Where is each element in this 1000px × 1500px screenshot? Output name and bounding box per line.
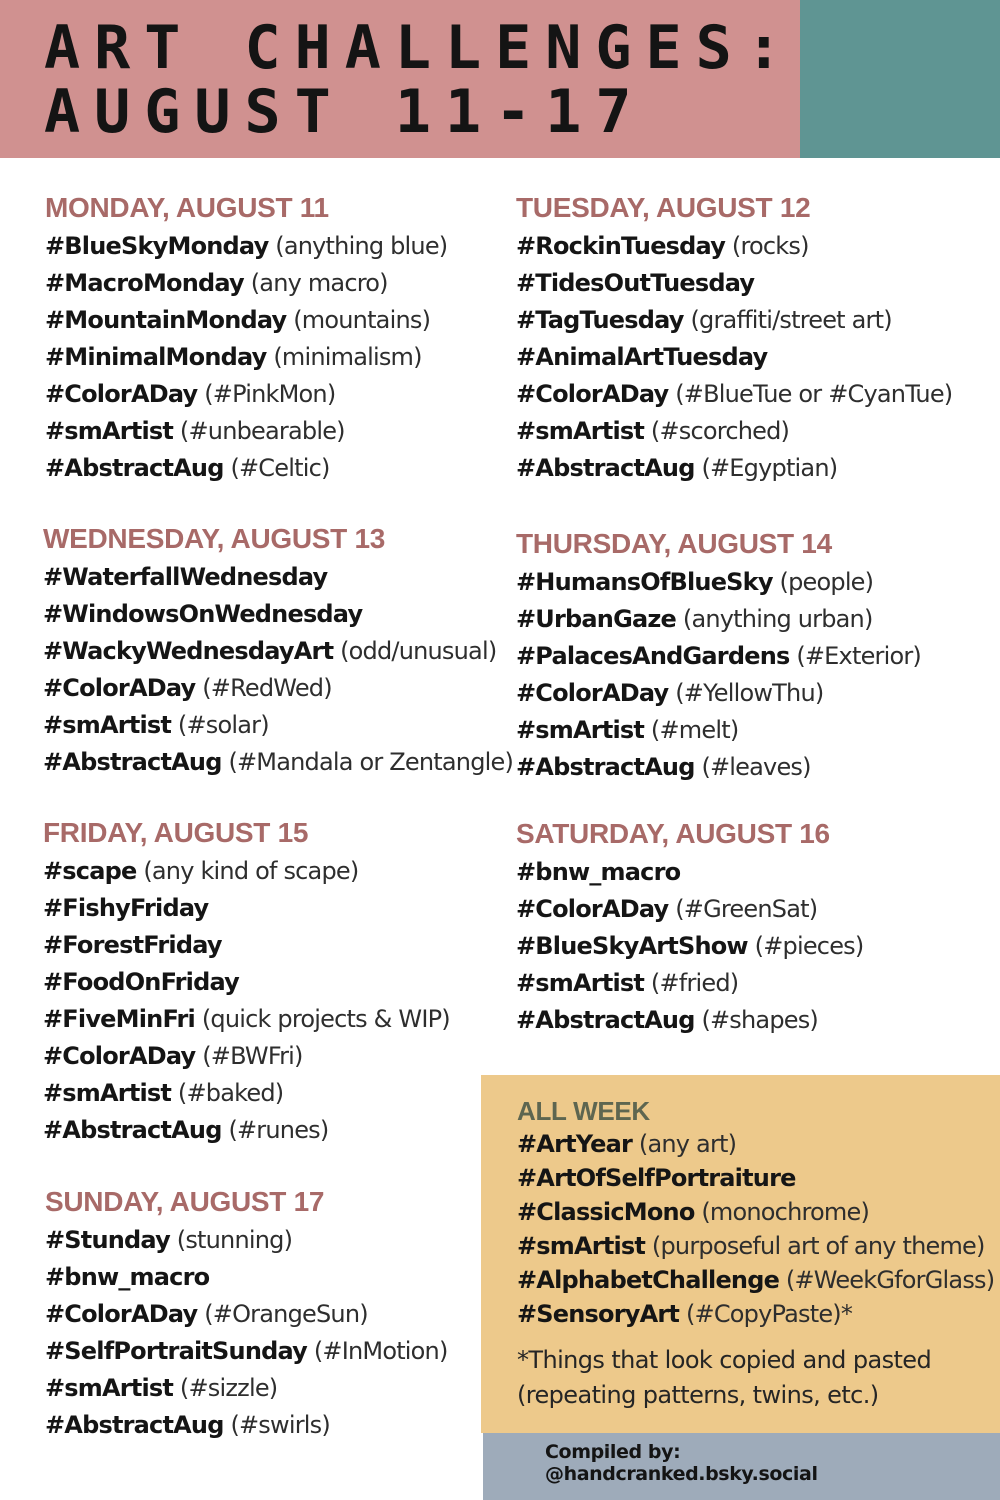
- accent-block: [800, 0, 1000, 158]
- day-section-saturday: [516, 817, 863, 1039]
- all-week-heading: ALL WEEK: [517, 1096, 650, 1126]
- challenge-item: #UrbanGaze (anything urban): [516, 605, 873, 633]
- day-section-wednesday: [43, 522, 513, 781]
- page-title: ART CHALLENGES:: [44, 13, 796, 83]
- all-week-panel: [481, 1075, 1000, 1433]
- challenge-item: #FishyFriday: [43, 894, 209, 922]
- challenge-item: #bnw_macro: [45, 1263, 210, 1291]
- challenge-item: #ColorADay (#OrangeSun): [45, 1300, 368, 1328]
- challenge-item: #ColorADay (#BWFri): [43, 1042, 303, 1070]
- day-heading: SUNDAY, AUGUST 17: [45, 1186, 325, 1217]
- challenge-item: #AbstractAug (#shapes): [516, 1006, 818, 1034]
- challenge-item: #ColorADay (#GreenSat): [516, 895, 818, 923]
- day-section-sunday: [45, 1185, 448, 1444]
- challenge-item: #smArtist (#sizzle): [45, 1374, 278, 1402]
- challenge-item: #ArtYear (any art): [517, 1130, 737, 1158]
- challenge-item: #ClassicMono (monochrome): [517, 1198, 870, 1226]
- challenge-item: #BlueSkyMonday (anything blue): [45, 232, 448, 260]
- footnote-line: (repeating patterns, twins, etc.): [517, 1381, 879, 1409]
- challenge-item: #smArtist (#fried): [516, 969, 739, 997]
- credit-box: [483, 1433, 1000, 1500]
- challenge-item: #ForestFriday: [43, 931, 222, 959]
- challenge-item: #WackyWednesdayArt (odd/unusual): [43, 637, 497, 665]
- footnote-line: *Things that look copied and pasted: [517, 1346, 932, 1374]
- challenge-item: #ColorADay (#RedWed): [43, 674, 332, 702]
- challenge-item: #AbstractAug (#Egyptian): [516, 454, 838, 482]
- footnote: [517, 1343, 994, 1413]
- day-heading: SATURDAY, AUGUST 16: [516, 818, 830, 849]
- challenge-item: #smArtist (#baked): [43, 1079, 284, 1107]
- challenge-item: #smArtist (#solar): [43, 711, 269, 739]
- challenge-item: #SensoryArt (#CopyPaste)*: [517, 1300, 853, 1328]
- challenge-item: #smArtist (#unbearable): [45, 417, 345, 445]
- challenge-item: #MacroMonday (any macro): [45, 269, 388, 297]
- challenge-item: #smArtist (purposeful art of any theme): [517, 1232, 985, 1260]
- challenge-item: #MinimalMonday (minimalism): [45, 343, 422, 371]
- challenge-item: #ColorADay (#BlueTue or #CyanTue): [516, 380, 953, 408]
- challenge-item: #Stunday (stunning): [45, 1226, 293, 1254]
- challenge-item: #AbstractAug (#runes): [43, 1116, 329, 1144]
- challenge-item: #ArtOfSelfPortraiture: [517, 1164, 796, 1192]
- day-section-thursday: [516, 527, 921, 786]
- challenge-item: #AbstractAug (#swirls): [45, 1411, 330, 1439]
- challenge-item: #TagTuesday (graffiti/street art): [516, 306, 892, 334]
- challenge-item: #HumansOfBlueSky (people): [516, 568, 874, 596]
- challenge-item: #BlueSkyArtShow (#pieces): [516, 932, 864, 960]
- day-heading: MONDAY, AUGUST 11: [45, 192, 329, 223]
- page-subtitle: AUGUST 11-17: [44, 77, 646, 147]
- challenge-item: #AbstractAug (#Mandala or Zentangle): [43, 748, 514, 776]
- challenge-item: #RockinTuesday (rocks): [516, 232, 809, 260]
- day-section-friday: [43, 816, 450, 1149]
- challenge-item: #smArtist (#scorched): [516, 417, 790, 445]
- challenge-item: #AnimalArtTuesday: [516, 343, 768, 371]
- day-heading: THURSDAY, AUGUST 14: [516, 528, 832, 559]
- challenge-item: #ColorADay (#YellowThu): [516, 679, 824, 707]
- challenge-item: #PalacesAndGardens (#Exterior): [516, 642, 921, 670]
- challenge-item: #WindowsOnWednesday: [43, 600, 363, 628]
- challenge-item: #WaterfallWednesday: [43, 563, 328, 591]
- day-heading: TUESDAY, AUGUST 12: [516, 192, 811, 223]
- challenge-item: #FoodOnFriday: [43, 968, 239, 996]
- day-section-tuesday: [516, 191, 952, 487]
- challenge-item: #AbstractAug (#Celtic): [45, 454, 330, 482]
- challenge-item: #ColorADay (#PinkMon): [45, 380, 336, 408]
- credit-label: Compiled by:: [545, 1441, 681, 1463]
- challenge-item: #MountainMonday (mountains): [45, 306, 431, 334]
- challenge-item: #smArtist (#melt): [516, 716, 739, 744]
- challenge-item: #FiveMinFri (quick projects & WIP): [43, 1005, 450, 1033]
- challenge-item: #bnw_macro: [516, 858, 681, 886]
- day-section-monday: [45, 191, 447, 487]
- challenge-item: #SelfPortraitSunday (#InMotion): [45, 1337, 448, 1365]
- challenge-item: #AbstractAug (#leaves): [516, 753, 811, 781]
- challenge-item: #scape (any kind of scape): [43, 857, 359, 885]
- challenge-item: #TidesOutTuesday: [516, 269, 755, 297]
- challenge-item: #AlphabetChallenge (#WeekGforGlass): [517, 1266, 995, 1294]
- day-heading: FRIDAY, AUGUST 15: [43, 817, 309, 848]
- day-heading: WEDNESDAY, AUGUST 13: [43, 523, 386, 554]
- credit-handle: @handcranked.bsky.social: [545, 1463, 818, 1485]
